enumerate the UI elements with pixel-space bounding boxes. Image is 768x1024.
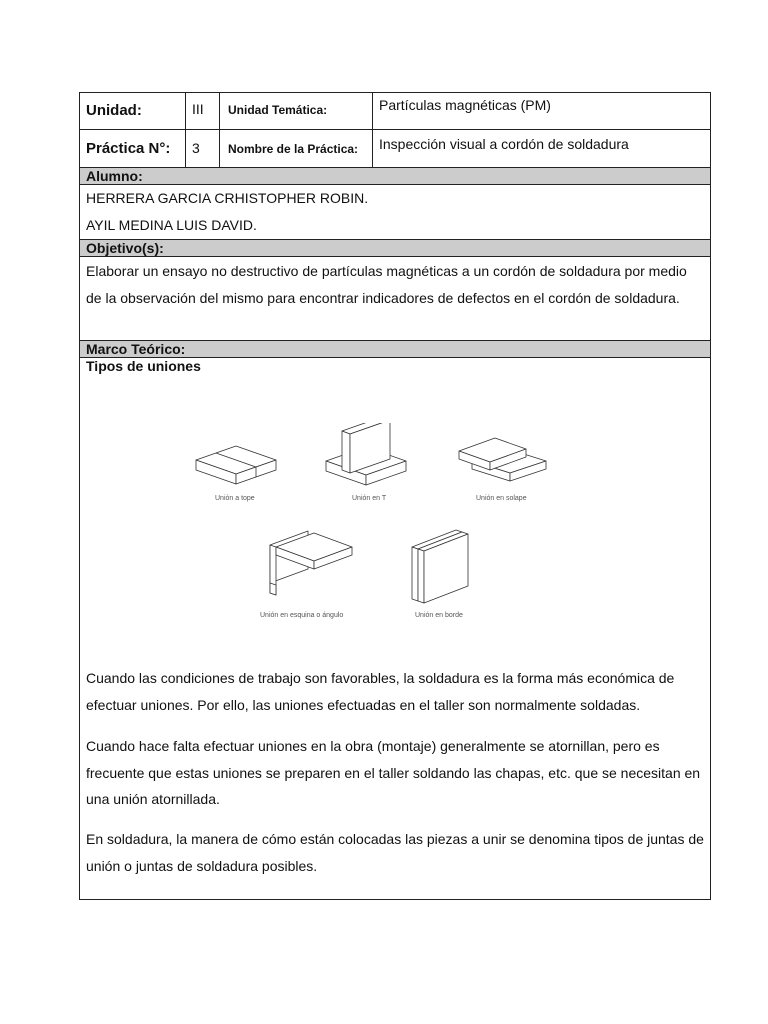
practica-value: 3 (186, 130, 220, 167)
figure-label: Unión en borde (415, 612, 463, 619)
header-row-practica (79, 130, 711, 168)
paragraph: Cuando hace falta efectuar uniones en la obra (montaje) generalmente se atornillan, pero es frecuente que estas uniones se preparen en el taller soldando las chapas, etc. que se necesitan en una unión atornillada. (86, 738, 701, 807)
student-name: AYIL MEDINA LUIS DAVID. (86, 217, 257, 233)
figure-label: Unión en T (352, 495, 387, 502)
student-name: HERRERA GARCIA CRHISTOPHER ROBIN. (86, 190, 369, 206)
practica-label: Práctica N°: (80, 130, 186, 167)
paragraph: Cuando las condiciones de trabajo son favorables, la soldadura es la forma más económica de efectuar uniones. Por ello, las uniones efectuadas en el taller son normalmente soldadas. (86, 670, 675, 713)
practice-document (79, 92, 711, 900)
nombre-value: Inspección visual a cordón de soldadura (379, 136, 629, 152)
figure-label: Unión en esquina o ángulo (260, 612, 344, 619)
tematica-value: Partículas magnéticas (PM) (379, 97, 551, 113)
alumno-body (79, 185, 711, 240)
paragraph: En soldadura, la manera de cómo están colocadas las piezas a unir se denomina tipos de juntas de unión o juntas de soldadura posibles. (86, 831, 704, 874)
header-row-unidad (79, 92, 711, 130)
marco-body (79, 358, 711, 900)
tipos-uniones-subtitle: Tipos de uniones (86, 358, 201, 374)
figure-label: Unión en solape (476, 495, 527, 502)
alumno-heading: Alumno: (79, 168, 711, 185)
nombre-label: Nombre de la Práctica: (220, 130, 373, 167)
marco-heading: Marco Teórico: (79, 341, 711, 358)
objetivo-text: Elaborar un ensayo no destructivo de partículas magnéticas a un cordón de soldadura por medio de la observación del mismo para encontrar indicadores de defectos en el cordón de soldadura. (79, 257, 711, 341)
edge-joint-drawing (412, 530, 468, 619)
objetivo-heading: Objetivo(s): (79, 240, 711, 257)
figure-label: Unión a tope (215, 495, 255, 502)
lap-joint-drawing (459, 438, 546, 502)
t-joint-drawing (326, 423, 406, 502)
joint-types-figure (180, 423, 560, 633)
corner-joint-drawing (260, 531, 352, 619)
butt-joint-drawing (196, 446, 276, 502)
unidad-value: III (186, 93, 220, 129)
tematica-label: Unidad Temática: (220, 93, 373, 129)
unidad-label: Unidad: (80, 93, 186, 129)
